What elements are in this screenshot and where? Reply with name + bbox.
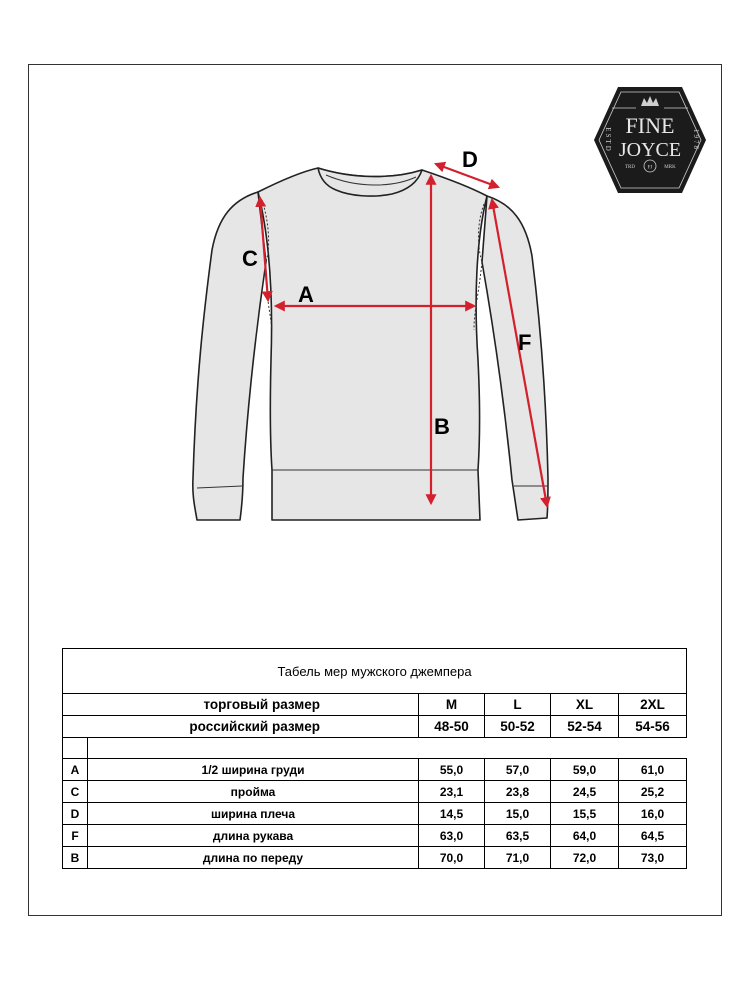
row-value: 71,0 xyxy=(485,847,551,869)
row-value: 72,0 xyxy=(551,847,619,869)
row-value: 23,1 xyxy=(419,781,485,803)
row-value: 63,0 xyxy=(419,825,485,847)
russian-size-row xyxy=(63,716,687,738)
row-name: ширина плеча xyxy=(88,803,419,825)
russian-size-2XL: 54-56 xyxy=(619,716,687,738)
row-value: 14,5 xyxy=(419,803,485,825)
row-code: A xyxy=(63,759,88,781)
russian-size-L: 50-52 xyxy=(485,716,551,738)
label-D: D xyxy=(462,147,478,172)
size-L: L xyxy=(485,694,551,716)
trade-size-row xyxy=(63,694,687,716)
row-code: D xyxy=(63,803,88,825)
russian-size-XL: 52-54 xyxy=(551,716,619,738)
row-value: 24,5 xyxy=(551,781,619,803)
spacer-cell-wide xyxy=(88,738,687,759)
size-M: M xyxy=(419,694,485,716)
logo-mrk: MRK xyxy=(664,165,676,170)
row-value: 73,0 xyxy=(619,847,687,869)
logo-estd: ESTD xyxy=(604,127,612,153)
logo-line2: JOYCE xyxy=(618,139,682,161)
table-row xyxy=(63,825,687,847)
label-C: C xyxy=(242,246,258,271)
row-value: 59,0 xyxy=(551,759,619,781)
table-row xyxy=(63,847,687,869)
table-row xyxy=(63,781,687,803)
logo-line1: FINE xyxy=(625,113,675,138)
table-row xyxy=(63,759,687,781)
row-value: 64,5 xyxy=(619,825,687,847)
russian-size-M: 48-50 xyxy=(419,716,485,738)
row-name: 1/2 ширина груди xyxy=(88,759,419,781)
row-value: 25,2 xyxy=(619,781,687,803)
table-title-row xyxy=(63,649,687,694)
row-value: 63,5 xyxy=(485,825,551,847)
label-A: A xyxy=(298,282,314,307)
row-value: 15,5 xyxy=(551,803,619,825)
brand-logo xyxy=(594,87,706,193)
size-XL: XL xyxy=(551,694,619,716)
row-code: C xyxy=(63,781,88,803)
row-name: пройма xyxy=(88,781,419,803)
size-chart-table xyxy=(62,648,687,869)
row-value: 15,0 xyxy=(485,803,551,825)
row-value: 57,0 xyxy=(485,759,551,781)
table-title: Табель мер мужского джемпера xyxy=(63,649,687,694)
row-value: 64,0 xyxy=(551,825,619,847)
logo-monogram: FJ xyxy=(647,165,653,171)
russian-size-label: российский размер xyxy=(63,716,419,738)
row-code: B xyxy=(63,847,88,869)
trade-size-label: торговый размер xyxy=(63,694,419,716)
row-value: 23,8 xyxy=(485,781,551,803)
row-name: длина по переду xyxy=(88,847,419,869)
spacer-cell xyxy=(63,738,88,759)
spacer-row xyxy=(63,738,687,759)
size-2XL: 2XL xyxy=(619,694,687,716)
row-value: 55,0 xyxy=(419,759,485,781)
logo-trd: TRD xyxy=(625,165,635,170)
row-code: F xyxy=(63,825,88,847)
row-value: 70,0 xyxy=(419,847,485,869)
row-value: 61,0 xyxy=(619,759,687,781)
label-B: B xyxy=(434,414,450,439)
table-row xyxy=(63,803,687,825)
logo-year: 1978 xyxy=(692,129,700,151)
label-F: F xyxy=(518,330,532,355)
row-value: 16,0 xyxy=(619,803,687,825)
row-name: длина рукава xyxy=(88,825,419,847)
